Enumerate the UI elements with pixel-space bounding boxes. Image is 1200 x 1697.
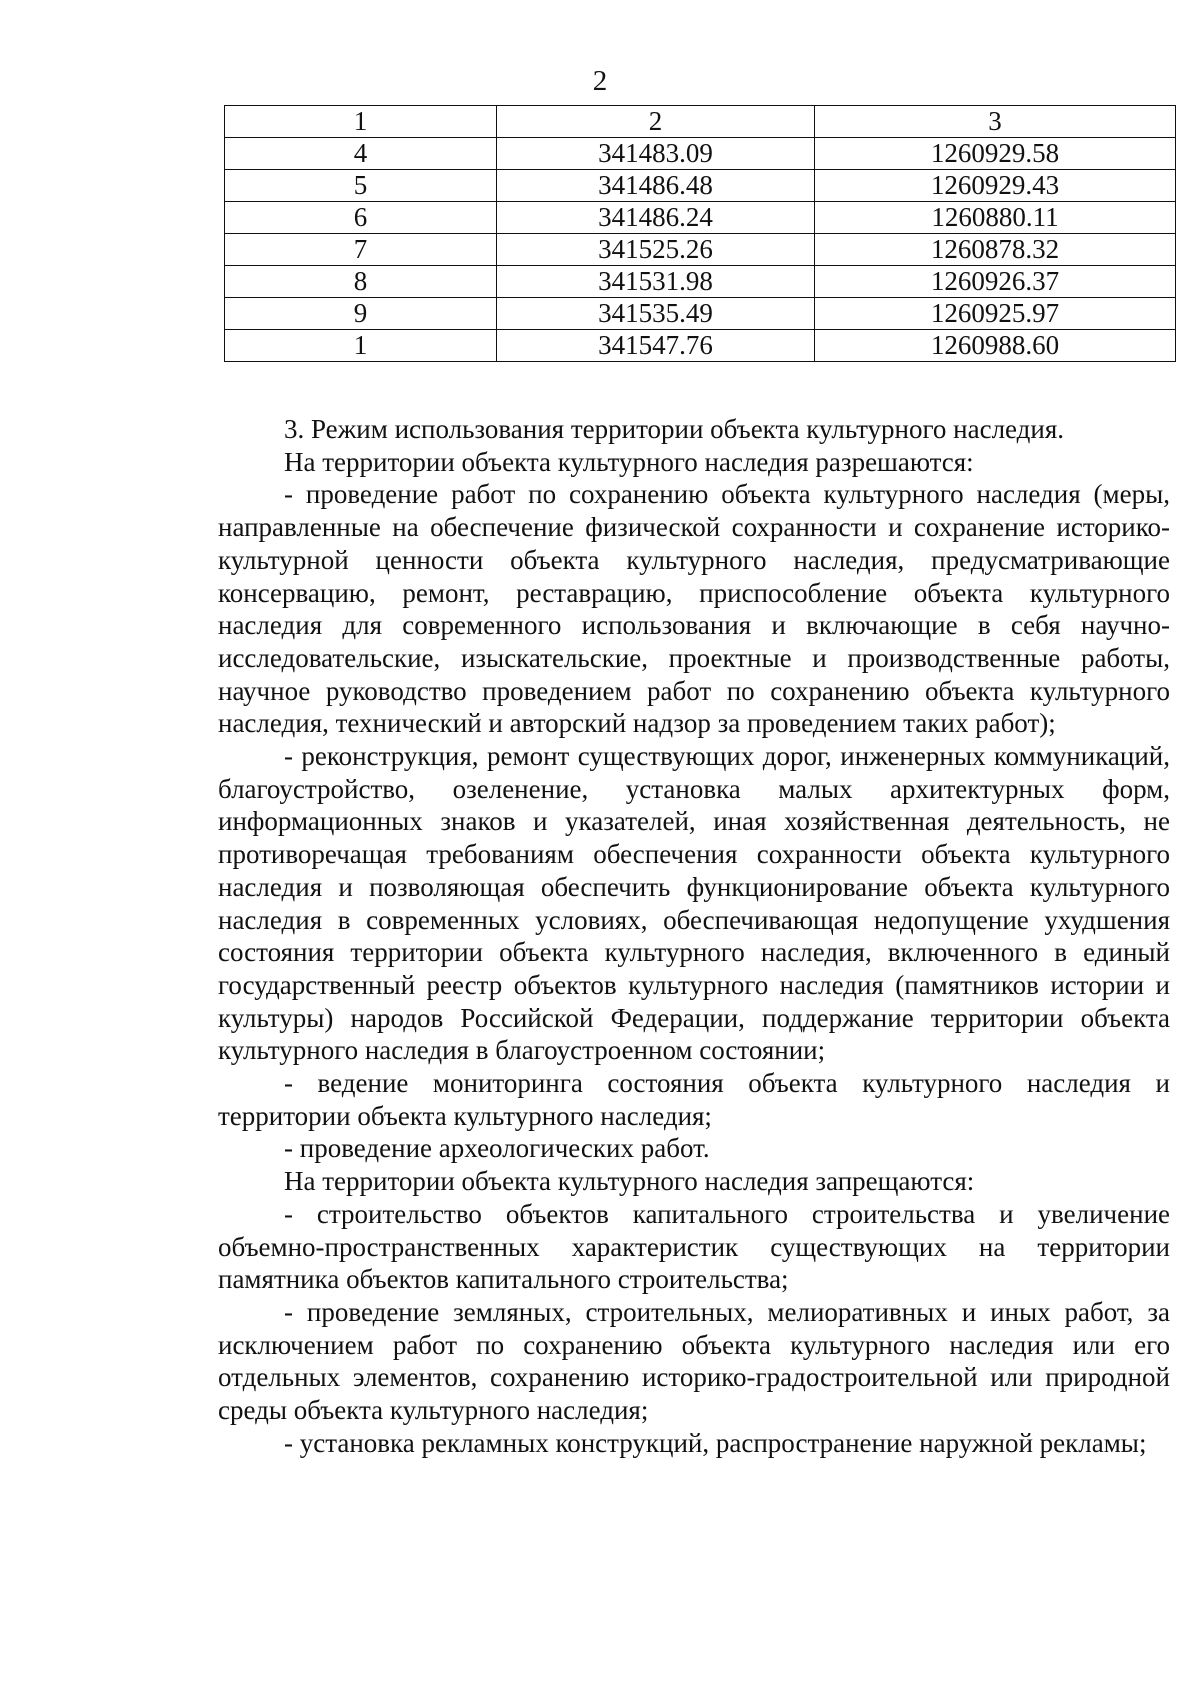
table-row (225, 138, 1176, 170)
y-coordinate-cell: 1260929.58 (815, 138, 1176, 170)
x-coordinate-cell: 341486.48 (497, 170, 815, 202)
section-heading: 3. Режим использования территории объекта культурного наследия. (284, 414, 1065, 444)
table-row (225, 170, 1176, 202)
y-coordinate-cell: 1260929.43 (815, 170, 1176, 202)
table-row (225, 330, 1176, 362)
table-row (225, 266, 1176, 298)
paragraph-allowed-intro: На территории объекта культурного наследия разрешаются: (284, 446, 974, 477)
y-coordinate-cell: 1260925.97 (815, 298, 1176, 330)
paragraph-allowed-item: - ведение мониторинга состояния объекта культурного наследия и территории объекта культурного наследия; (218, 1068, 1170, 1131)
x-coordinate-cell: 341535.49 (497, 298, 815, 330)
y-coordinate-cell: 1260878.32 (815, 234, 1176, 266)
point-number-cell: 1 (225, 330, 497, 362)
paragraph-forbidden-item: - строительство объектов капитального строительства и увеличение объемно-пространственных характеристик существующих на территории памятника объектов капитального строительства; (218, 1198, 1170, 1295)
y-coordinate-cell: 1260926.37 (815, 266, 1176, 298)
table-header-row (225, 106, 1176, 138)
paragraph-allowed-item: - проведение археологических работ. (284, 1133, 710, 1164)
point-number-cell: 8 (225, 266, 497, 298)
paragraph-forbidden-item: - проведение земляных, строительных, мелиоративных и иных работ, за исключением работ по сохранению объекта культурного наследия или его отдельных элементов, сохранению историко-градостроительной или природной среды объекта культурного наследия; (218, 1296, 1170, 1426)
document-body (218, 413, 1170, 1460)
paragraph-forbidden-item: - установка рекламных конструкций, распространение наружной рекламы; (284, 1427, 1147, 1458)
page-number: 2 (592, 65, 608, 97)
point-number-cell: 4 (225, 138, 497, 170)
paragraph-allowed-item: - проведение работ по сохранению объекта культурного наследия (меры, направленные на обеспечение физической сохранности и сохранение историко-культурной ценности объекта культурного наследия, предусматривающие консервацию, ремонт, реставрацию, приспособление объекта культурного наследия для современного использования и включающие в себя научно-исследовательские, изыскательские, проектные и производственные работы, научное руководство проведением работ по сохранению объекта культурного наследия, технический и авторский надзор за проведением таких работ); (218, 479, 1170, 739)
table-header-cell: 3 (815, 106, 1176, 138)
x-coordinate-cell: 341486.24 (497, 202, 815, 234)
coordinates-table (224, 105, 1176, 362)
table-row (225, 298, 1176, 330)
x-coordinate-cell: 341547.76 (497, 330, 815, 362)
table-header-cell: 2 (497, 106, 815, 138)
y-coordinate-cell: 1260988.60 (815, 330, 1176, 362)
x-coordinate-cell: 341525.26 (497, 234, 815, 266)
paragraph-allowed-item: - реконструкция, ремонт существующих дорог, инженерных коммуникаций, благоустройство, озеленение, установка малых архитектурных форм, информационных знаков и указателей, иная хозяйственная деятельность, не противоречащая требованиям обеспечения сохранности объекта культурного наследия и позволяющая обеспечить функционирование объекта культурного наследия в современных условиях, обеспечивающая недопущение ухудшения состояния территории объекта культурного наследия, включенного в единый государственный реестр объектов культурного наследия (памятников истории и культуры) народов Российской Федерации, поддержание территории объекта культурного наследия в благоустроенном состоянии; (218, 741, 1170, 1066)
point-number-cell: 5 (225, 170, 497, 202)
y-coordinate-cell: 1260880.11 (815, 202, 1176, 234)
table-header-cell: 1 (225, 106, 497, 138)
x-coordinate-cell: 341531.98 (497, 266, 815, 298)
table-row (225, 202, 1176, 234)
point-number-cell: 6 (225, 202, 497, 234)
x-coordinate-cell: 341483.09 (497, 138, 815, 170)
paragraph-forbidden-intro: На территории объекта культурного наследия запрещаются: (284, 1166, 975, 1197)
table-row (225, 234, 1176, 266)
point-number-cell: 7 (225, 234, 497, 266)
point-number-cell: 9 (225, 298, 497, 330)
